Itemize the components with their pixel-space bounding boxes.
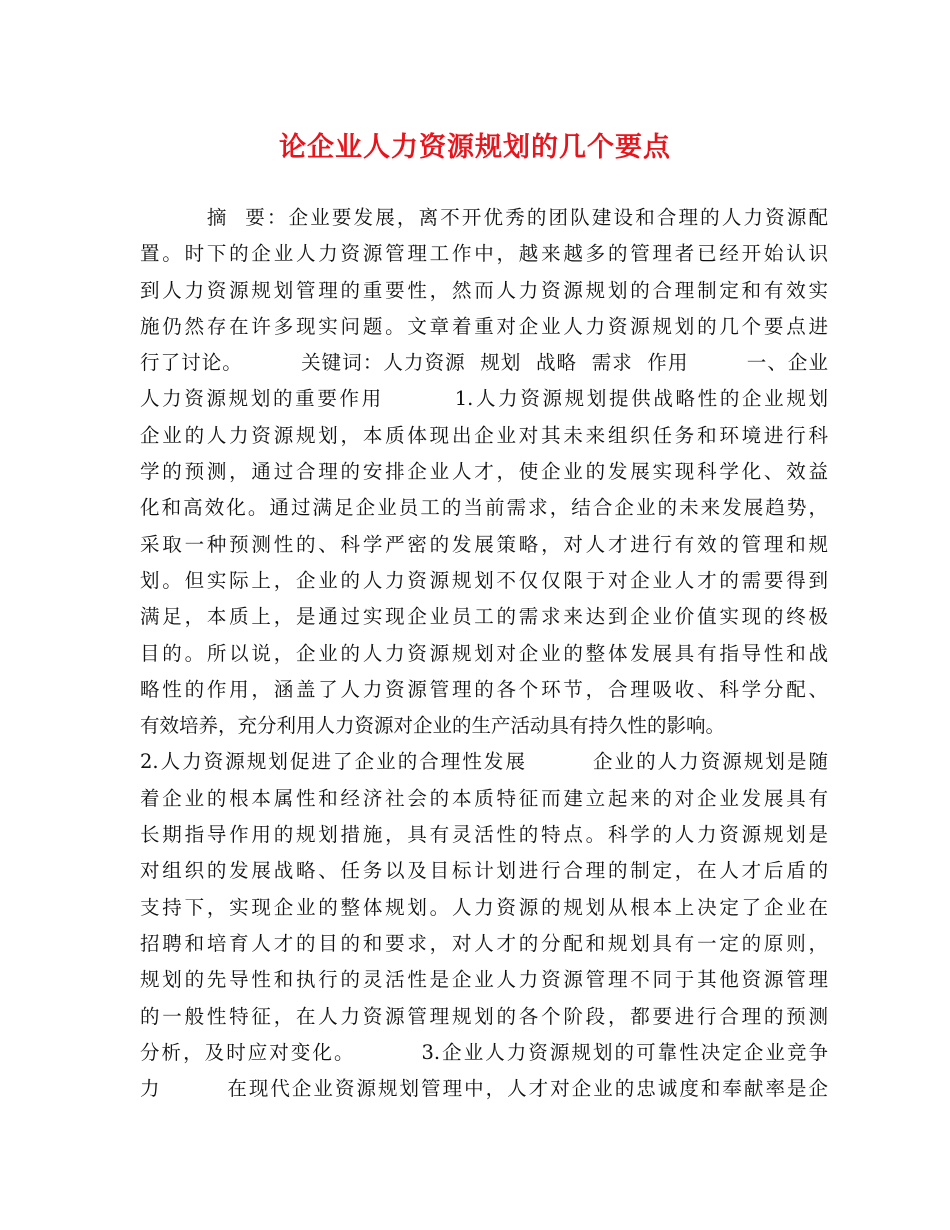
body-line: 招聘和培育人才的目的和要求，对人才的分配和规划具有一定的原则，	[140, 931, 828, 955]
body-line: 分析，及时应对变化。 3.企业人力资源规划的可靠性决定企业竞争	[140, 1040, 828, 1064]
document-body	[140, 200, 828, 1107]
body-line: 企业的人力资源规划，本质体现出企业对其未来组织任务和环境进行科	[140, 423, 828, 447]
body-line: 支持下，实现企业的整体规划。人力资源的规划从根本上决定了企业在	[140, 895, 828, 919]
body-line: 人力资源规划的重要作用 1.人力资源规划提供战略性的企业规划	[140, 387, 828, 411]
body-line: 2.人力资源规划促进了企业的合理性发展 企业的人力资源规划是随	[140, 750, 828, 774]
body-line: 行了讨论。 关键词：人力资源 规划 战略 需求 作用 一、企业	[140, 351, 828, 375]
body-line: 到人力资源规划管理的重要性，然而人力资源规划的合理制定和有效实	[140, 278, 828, 302]
body-line: 学的预测，通过合理的安排企业人才，使企业的发展实现科学化、效益	[140, 460, 828, 484]
body-line: 采取一种预测性的、科学严密的发展策略，对人才进行有效的管理和规	[140, 532, 828, 556]
body-line: 力 在现代企业资源规划管理中，人才对企业的忠诚度和奉献率是企	[140, 1077, 828, 1101]
body-line: 规划的先导性和执行的灵活性是企业人力资源管理不同于其他资源管理	[140, 968, 828, 992]
body-line: 有效培养，充分利用人力资源对企业的生产活动具有持久性的影响。	[140, 714, 726, 738]
body-line: 的一般性特征，在人力资源管理规划的各个阶段，都要进行合理的预测	[140, 1004, 828, 1028]
body-line: 划。但实际上，企业的人力资源规划不仅仅限于对企业人才的需要得到	[140, 568, 828, 592]
body-line: 满足，本质上，是通过实现企业员工的需求来达到企业价值实现的终极	[140, 605, 828, 629]
body-line: 目的。所以说，企业的人力资源规划对企业的整体发展具有指导性和战	[140, 641, 828, 665]
body-line: 摘 要：企业要发展，离不开优秀的团队建设和合理的人力资源配	[140, 206, 828, 229]
body-line: 化和高效化。通过满足企业员工的当前需求，结合企业的未来发展趋势，	[140, 496, 828, 520]
body-line: 着企业的根本属性和经济社会的本质特征而建立起来的对企业发展具有	[140, 786, 828, 810]
body-line: 施仍然存在许多现实问题。文章着重对企业人力资源规划的几个要点进	[140, 314, 828, 338]
body-line: 略性的作用，涵盖了人力资源管理的各个环节，合理吸收、科学分配、	[140, 677, 828, 701]
body-line: 置。时下的企业人力资源管理工作中，越来越多的管理者已经开始认识	[140, 242, 828, 266]
body-line: 对组织的发展战略、任务以及目标计划进行合理的制定，在人才后盾的	[140, 859, 828, 883]
body-line: 长期指导作用的规划措施，具有灵活性的特点。科学的人力资源规划是	[140, 823, 828, 847]
document-title: 论企业人力资源规划的几个要点	[279, 132, 671, 163]
